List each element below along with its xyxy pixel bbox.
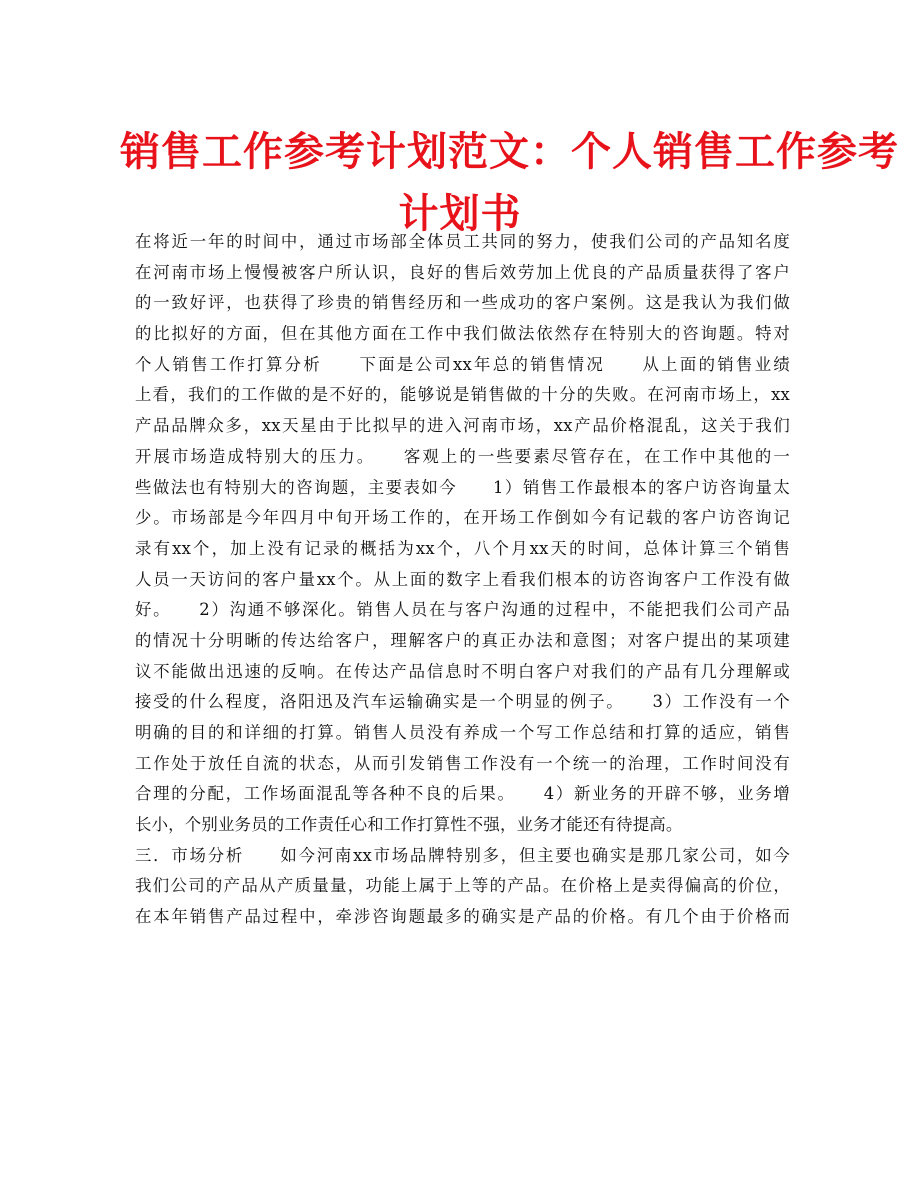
body-line: 产品品牌众多，xx天星由于比拟早的进入河南市场，xx产品价格混乱，这关于我们 (135, 416, 790, 436)
body-line: 明确的目的和详细的打算。销售人员没有养成一个写工作总结和打算的适应，销售 (135, 723, 790, 742)
body-line: 长小，个别业务员的工作责任心和工作打算性不强，业务才能还有待提高。 (135, 815, 683, 835)
body-line: 合理的分配，工作场面混乱等各种不良的后果。 4）新业务的开辟不够，业务增 (135, 784, 790, 804)
body-line: 接受的什么程度，洛阳迅及汽车运输确实是一个明显的例子。 3）工作没有一个 (135, 692, 790, 712)
body-line: 好。 2）沟通不够深化。销售人员在与客户沟通的过程中，不能把我们公司产品 (135, 600, 790, 620)
document-title-line-1: 销售工作参考计划范文：个人销售工作参考 (120, 129, 899, 175)
document-body (135, 227, 790, 933)
body-line: 我们公司的产品从产质量量，功能上属于上等的产品。在价格上是卖得偏高的价位， (135, 876, 790, 896)
body-line: 个人销售工作打算分析 下面是公司xx年总的销售情况 从上面的销售业绩 (135, 354, 790, 374)
body-line: 人员一天访问的客户量xx个。从上面的数字上看我们根本的访咨询客户工作没有做 (135, 569, 790, 589)
body-line: 录有xx个，加上没有记录的概括为xx个，八个月xx天的时间，总体计算三个销售 (135, 538, 790, 558)
body-line: 在本年销售产品过程中，牵涉咨询题最多的确实是产品的价格。有几个由于价格而 (135, 907, 790, 927)
body-line: 议不能做出迅速的反响。在传达产品信息时不明白客户对我们的产品有几分理解或 (135, 661, 790, 681)
body-line: 少。市场部是今年四月中旬开场工作的，在开场工作倒如今有记载的客户访咨询记 (135, 508, 790, 528)
body-line: 三．市场分析 如今河南xx市场品牌特别多，但主要也确实是那几家公司，如今 (135, 845, 790, 865)
document-title-line-2: 计划书 (398, 191, 522, 237)
body-line: 的比拟好的方面，但在其他方面在工作中我们做法依然存在特别大的咨询题。特对 (135, 324, 790, 344)
body-line: 在河南市场上慢慢被客户所认识，良好的售后效劳加上优良的产品质量获得了客户 (135, 262, 790, 282)
body-line: 工作处于放任自流的状态，从而引发销售工作没有一个统一的治理，工作时间没有 (135, 753, 790, 773)
body-line: 的一致好评，也获得了珍贵的销售经历和一些成功的客户案例。这是我认为我们做 (135, 293, 790, 313)
body-line: 在将近一年的时间中，通过市场部全体员工共同的努力，使我们公司的产品知名度 (135, 232, 790, 251)
body-line: 些做法也有特别大的咨询题，主要表如今 1）销售工作最根本的客户访咨询量太 (135, 477, 790, 497)
body-line: 开展市场造成特别大的压力。 客观上的一些要素尽管存在，在工作中其他的一 (135, 446, 790, 466)
body-line: 的情况十分明晰的传达给客户，理解客户的真正办法和意图；对客户提出的某项建 (135, 630, 790, 650)
body-line: 上看，我们的工作做的是不好的，能够说是销售做的十分的失败。在河南市场上，xx (135, 385, 790, 405)
